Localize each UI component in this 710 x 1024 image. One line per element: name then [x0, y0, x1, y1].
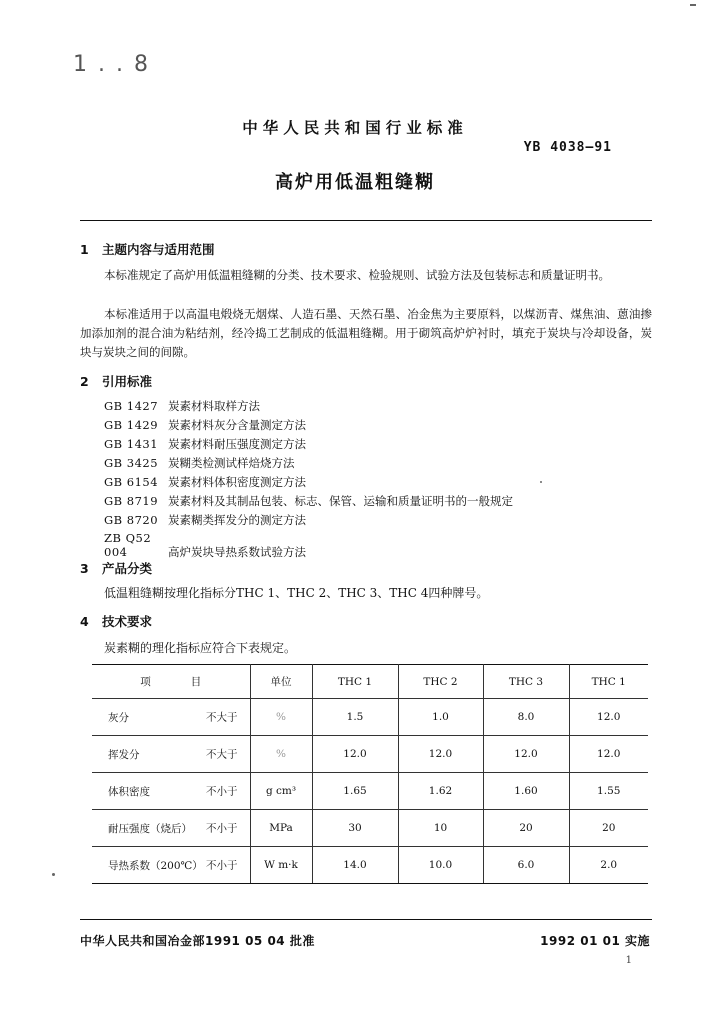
reference-code: GB 1431 — [104, 437, 159, 451]
reference-code: GB 3425 — [104, 456, 159, 470]
reference-title: 炭素材料体积密度测定方法 — [168, 475, 306, 489]
reference-code: GB 6154 — [104, 475, 159, 489]
table-row — [92, 699, 648, 736]
reference-code: ZB Q52 004 — [104, 531, 152, 559]
section-4-heading — [80, 612, 152, 630]
reference-code: GB 8720 — [104, 513, 159, 527]
row-unit: % — [250, 699, 312, 736]
reference-item — [104, 493, 513, 509]
row-value: 12.0 — [312, 736, 398, 773]
table-row — [92, 736, 648, 773]
reference-title: 炭素材料取样方法 — [168, 399, 260, 413]
row-condition: 不小于 — [206, 822, 238, 835]
reference-title: 炭素材料灰分含量测定方法 — [168, 418, 306, 432]
header-grade: THC 1 — [312, 665, 398, 699]
reference-title: 炭素糊类挥发分的测定方法 — [168, 513, 306, 527]
row-value: 1.62 — [398, 773, 483, 810]
row-value: 12.0 — [569, 736, 648, 773]
row-condition: 不小于 — [206, 859, 238, 872]
scan-speck — [540, 481, 542, 483]
section-2-title: 引用标准 — [102, 374, 153, 389]
header-unit: 单位 — [250, 665, 312, 699]
row-value: 2.0 — [569, 847, 648, 884]
row-unit: MPa — [250, 810, 312, 847]
row-condition: 不小于 — [206, 785, 238, 798]
row-item — [92, 736, 250, 773]
row-item-name: 挥发分 — [108, 748, 140, 761]
row-item-name: 灰分 — [108, 711, 129, 724]
row-item-name: 导热系数（200℃） — [108, 859, 203, 872]
row-value: 20 — [483, 810, 569, 847]
row-unit: W m·k — [250, 847, 312, 884]
document-title: 高炉用低温粗缝糊 — [275, 172, 435, 193]
row-item-name: 耐压强度（烧后） — [108, 822, 192, 835]
section-1-title: 主题内容与适用范围 — [102, 242, 215, 257]
scan-speck — [690, 4, 696, 6]
section-3-title: 产品分类 — [102, 561, 153, 576]
table-header-row — [92, 665, 648, 699]
spec-table — [92, 664, 648, 884]
header-item — [92, 665, 250, 699]
row-value: 1.60 — [483, 773, 569, 810]
row-condition: 不大于 — [206, 711, 238, 724]
reference-title: 高炉炭块导热系数试验方法 — [168, 545, 306, 559]
row-item — [92, 847, 250, 884]
row-value: 30 — [312, 810, 398, 847]
section-4-text: 炭素糊的理化指标应符合下表规定。 — [104, 641, 297, 655]
row-condition: 不大于 — [206, 748, 238, 761]
page-number: 1 — [625, 955, 632, 966]
approval-date: 中华人民共和国冶金部1991 05 04 批准 — [80, 934, 315, 948]
reference-title: 炭素材料及其制品包装、标志、保管、运输和质量证明书的一般规定 — [168, 494, 513, 508]
header-rule — [80, 220, 652, 221]
table-row — [92, 810, 648, 847]
reference-title: 炭糊类检测试样焙烧方法 — [168, 456, 295, 470]
row-value: 10 — [398, 810, 483, 847]
header-grade: THC 1 — [569, 665, 648, 699]
scan-speck — [52, 873, 55, 876]
section-2-number: 2 — [80, 374, 89, 389]
table-row — [92, 847, 648, 884]
row-value: 8.0 — [483, 699, 569, 736]
reference-title: 炭素材料耐压强度测定方法 — [168, 437, 306, 451]
row-value: 1.55 — [569, 773, 648, 810]
row-value: 10.0 — [398, 847, 483, 884]
reference-item — [104, 398, 260, 414]
reference-item — [104, 417, 306, 433]
row-value: 1.65 — [312, 773, 398, 810]
reference-code: GB 8719 — [104, 494, 159, 508]
reference-item — [104, 474, 306, 490]
row-value: 14.0 — [312, 847, 398, 884]
reference-item — [104, 512, 306, 528]
section-2-heading — [80, 372, 152, 390]
reference-item — [104, 531, 306, 560]
section-1-paragraph-1: 本标准规定了高炉用低温粗缝糊的分类、技术要求、检验规则、试验方法及包装标志和质量证明书。 — [104, 268, 610, 282]
header-grade: THC 2 — [398, 665, 483, 699]
reference-code: GB 1427 — [104, 399, 159, 413]
row-unit: g cm³ — [250, 773, 312, 810]
section-3-text: 低温粗缝糊按理化指标分THC 1、THC 2、THC 3、THC 4四种牌号。 — [104, 586, 489, 600]
row-item — [92, 699, 250, 736]
row-value: 6.0 — [483, 847, 569, 884]
section-1-paragraph-2: 本标准适用于以高温电煅烧无烟煤、人造石墨、天然石墨、冶金焦为主要原料，以煤沥青、煤焦油、蒽油掺加添加剂的混合油为粘结剂，经冷捣工艺制成的低温粗缝糊。用于砌筑高炉炉衬时，填充于炭块与冷却设备，炭块与炭块之间的间隙。 — [80, 307, 652, 359]
standard-title: 中华人民共和国行业标准 — [242, 119, 468, 137]
row-unit: % — [250, 736, 312, 773]
standard-code: YB 4038—91 — [523, 140, 612, 155]
corner-page-mark: 1 . . 8 — [73, 52, 150, 77]
row-value: 1.5 — [312, 699, 398, 736]
row-value: 12.0 — [483, 736, 569, 773]
row-item-name: 体积密度 — [108, 785, 150, 798]
header-item-b: 目 — [190, 676, 202, 688]
row-value: 12.0 — [569, 699, 648, 736]
section-3-heading — [80, 559, 152, 577]
section-4-number: 4 — [80, 614, 89, 629]
effective-date: 1992 01 01 实施 — [540, 934, 650, 948]
table-row — [92, 773, 648, 810]
row-item — [92, 773, 250, 810]
row-value: 20 — [569, 810, 648, 847]
row-item — [92, 810, 250, 847]
reference-item — [104, 455, 295, 471]
header-item-a: 项 — [140, 676, 151, 688]
row-value: 12.0 — [398, 736, 483, 773]
reference-item — [104, 436, 306, 452]
footer-rule — [80, 919, 652, 920]
header-grade: THC 3 — [483, 665, 569, 699]
section-4-title: 技术要求 — [102, 614, 153, 629]
row-value: 1.0 — [398, 699, 483, 736]
section-1-heading — [80, 240, 215, 258]
section-3-number: 3 — [80, 561, 89, 576]
section-1-number: 1 — [80, 242, 89, 257]
reference-code: GB 1429 — [104, 418, 159, 432]
